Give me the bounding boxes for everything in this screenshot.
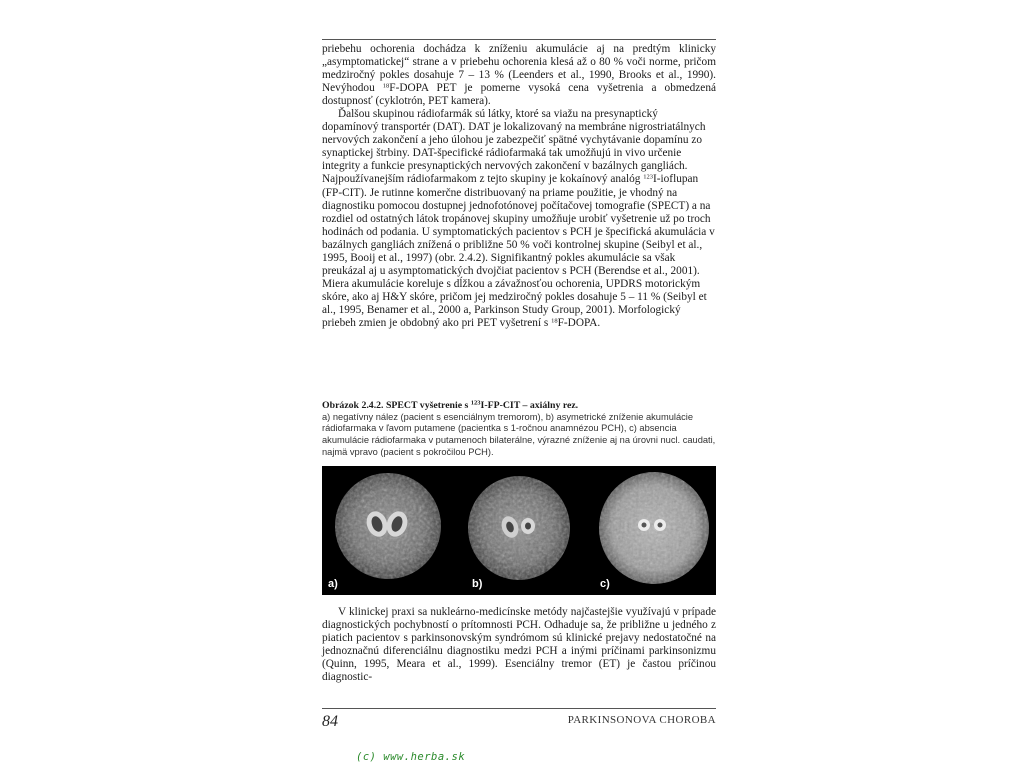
paragraph-3: V klinickej praxi sa nukleárno-medicínske metódy najčastejšie využívajú v prípade diagnostických pochybností o prítomnosti PCH. Odhaduje sa, že približne u jedného z piatich pacientov s parkinsonovským syndrómom sú klinické prejavy nedostatočné na jednoznačnú diferenciálnu diagnostiku medzi PCH a inými príčinami parkinsonizmu (Quinn, 1995, Meara et al., 1999). Esenciálny tremor (ET) je častou príčinou diagnostic- bbox=[322, 606, 716, 684]
panel-label-a: a) bbox=[328, 578, 338, 590]
caption-body: a) negatívny nález (pacient s esenciálnym tremorom), b) asymetrické zníženie akumulácie rádiofarmaka v ľavom putamene (pacientka s 1-ročnou anamnézou PCH), c) absencia akumulácie rádiofarmaka v putamenoch bilaterálne, výrazné zníženie aj na úrovni nucl. caudati, najmä vpravo (pacient s pokročilou PCH). bbox=[322, 411, 716, 457]
caption-title: Obrázok 2.4.2. SPECT vyšetrenie s $^{123}$I-FP-CIT – axiálny rez. bbox=[322, 399, 579, 411]
body-text-bottom bbox=[322, 606, 716, 684]
scan-panel-b bbox=[468, 476, 570, 590]
spect-scans-svg bbox=[322, 466, 716, 595]
running-title: PARKINSONOVA CHOROBA bbox=[567, 714, 716, 726]
bottom-rule bbox=[322, 708, 716, 709]
scan-panel-c bbox=[599, 472, 709, 590]
figure-caption bbox=[322, 400, 716, 459]
paragraph-1: priebehu ochorenia dochádza k zníženiu akumulácie aj na predtým klinicky „asymptomatickej“ strane a v priebehu ochorenia klesá až o 80 % voči norme, pričom medziročný pokles dosahuje 7 – 13 % (Leenders et al., 1990, Brooks et al., 1990). Nevýhodou $^{18}$F-DOPA PET je pomerne vysoká cena vyšetrenia a obmedzená dostupnosť (cyklotrón, PET kamera). bbox=[322, 43, 716, 108]
panel-label-c: c) bbox=[600, 578, 610, 590]
body-text-top bbox=[322, 43, 716, 330]
spect-scan-figure bbox=[322, 466, 716, 595]
watermark-text: (c) www.herba.sk bbox=[356, 751, 466, 763]
scan-panel-a bbox=[328, 473, 441, 590]
top-rule bbox=[322, 39, 716, 40]
paragraph-2: Ďalšou skupinou rádiofarmák sú látky, ktoré sa viažu na presynaptický dopamínový transportér (DAT). DAT je lokalizovaný na membráne nigrostriatálnych nervových zakončení a jeho úlohou je zabezpečiť spätné vychytávanie dopamínu zo synaptickej štrbiny. DAT-špecifické rádiofarmaká tak umožňujú in vivo určenie integrity a funkcie presynaptických nervových zakončení v bazálnych gangliách. Najpoužívanejším rádiofarmakom z tejto skupiny je kokaínový analóg $^{123}$I-ioflupan (FP-CIT). Je rutinne komerčne distribuovaný na priame použitie, je vhodný na diagnostiku pomocou dostupnej jednofotónovej počítačovej tomografie (SPECT) a na rozdiel od ostatných látok tropánovej skupiny umožňuje urobiť vyšetrenie už po troch hodinách od podania. U symptomatických pacientov s PCH je špecifická akumulácia v bazálnych gangliách znížená o približne 50 % voči kontrolnej skupine (Seibyl et al., 1995, Booij et al., 1997) (obr. 2.4.2). Signifikantný pokles akumulácie sa však preukázal aj u asymptomatických dvojčiat pacientov s PCH (Berendse et al., 2001). Miera akumulácie koreluje s dĺžkou a závažnosťou ochorenia, UPDRS motorickým skóre, ako aj H&Y skóre, pričom jej medziročný pokles dosahuje 5 – 11 % (Seibyl et al., 1995, Benamer et al., 2000 a, Parkinson Study Group, 2001). Morfologický priebeh zmien je obdobný ako pri PET vyšetrení s $^{18}$F-DOPA. bbox=[322, 108, 715, 329]
page-number: 84 bbox=[322, 713, 338, 730]
panel-label-b: b) bbox=[472, 578, 483, 590]
